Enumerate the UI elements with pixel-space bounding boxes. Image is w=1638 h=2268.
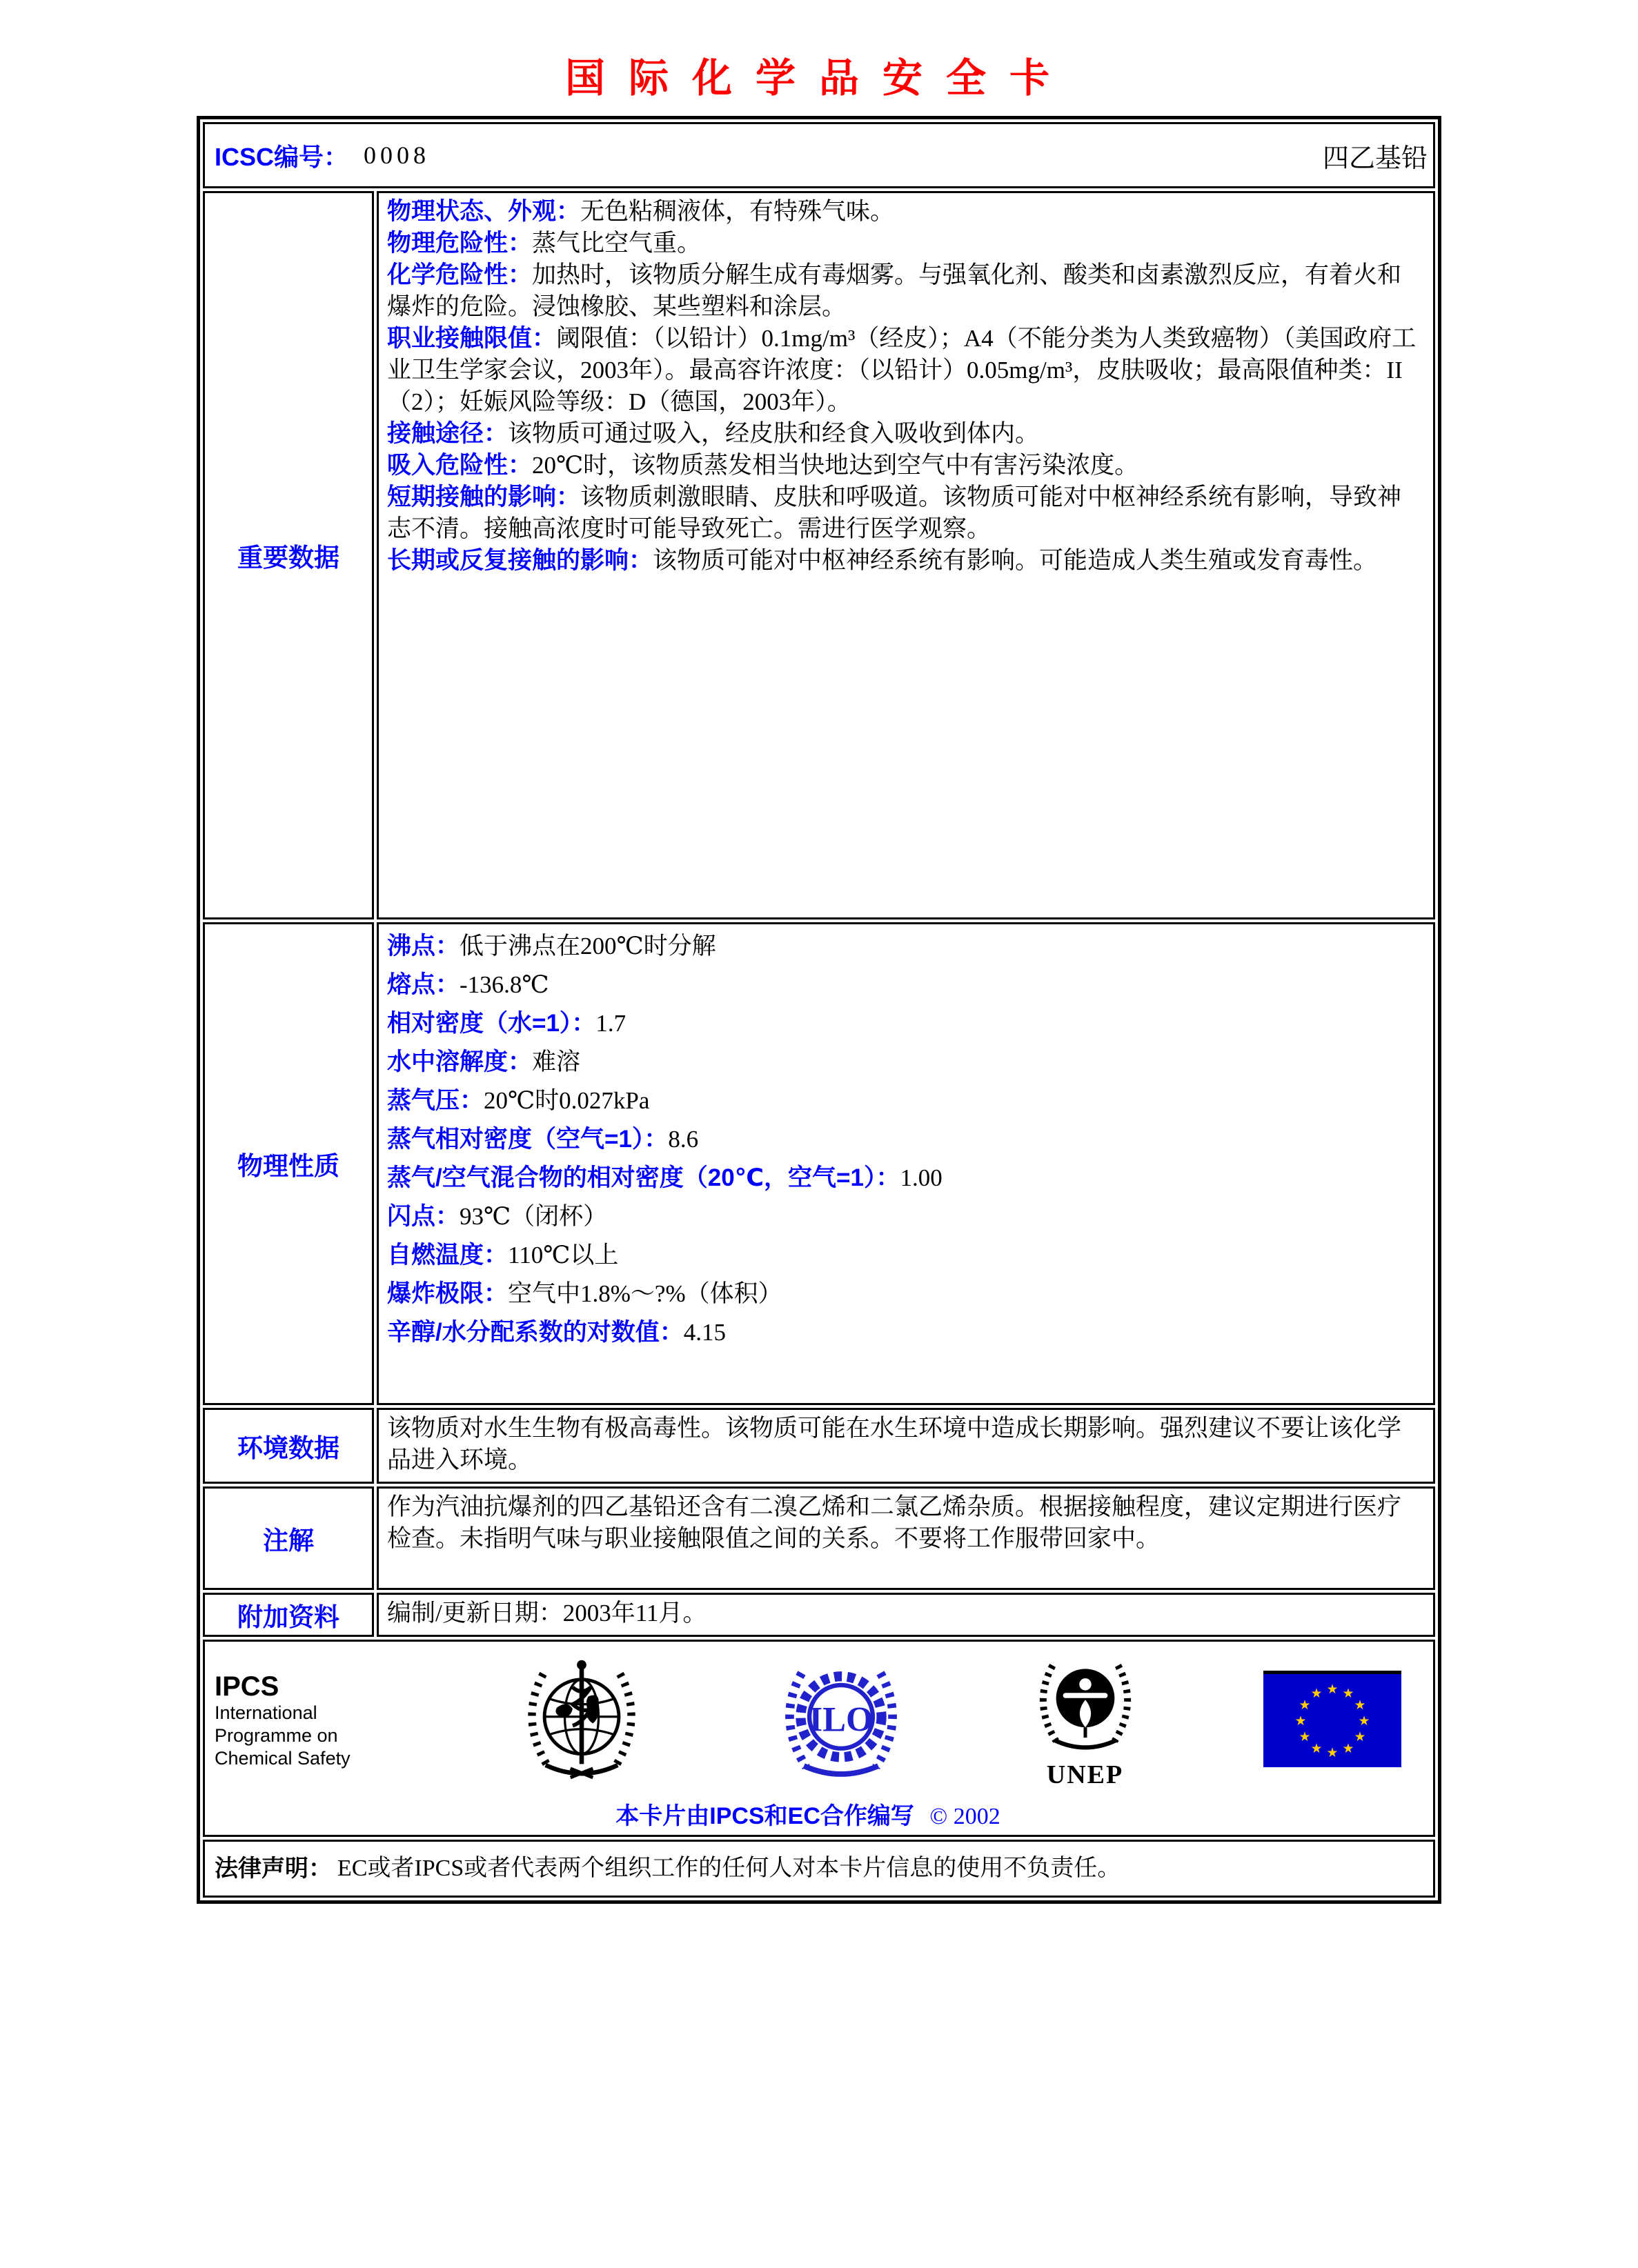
page-title: 国际化学品安全卡 (564, 56, 1073, 101)
ipcs-acronym: IPCS (215, 1671, 279, 1702)
svg-text:★: ★ (1342, 1741, 1354, 1756)
item-text: 4.15 (683, 1319, 726, 1346)
item-label: 蒸气/空气混合物的相对密度（20℃，空气=1）： (387, 1164, 900, 1191)
item-text: 阈限值：（以铅计）0.1mg/m³（经皮）；A4（不能分类为人类致癌物）（美国政府工业卫生学家会议，2003年）。最高容许浓度：（以铅计）0.05mg/m³，皮肤吸收；最高限值种类：II（2）；妊娠风险等级：D（德国，2003年）。 (387, 325, 1417, 415)
item-label: 自燃温度： (387, 1242, 509, 1269)
item-text: 空气中1.8%～?%（体积） (508, 1280, 782, 1307)
unep-emblem-icon (1034, 1653, 1137, 1762)
section-label-text: 附加资料 (237, 1603, 339, 1631)
physical-item (387, 1004, 1425, 1043)
svg-text:★: ★ (1354, 1729, 1366, 1744)
ilo-emblem-icon (776, 1653, 907, 1788)
svg-text:★: ★ (1310, 1686, 1323, 1701)
unep-emblem-block (1034, 1653, 1137, 1788)
item-text: 该物质可通过吸入，经皮肤和经食入吸收到体内。 (508, 420, 1040, 447)
item-text: 低于沸点在200℃时分解 (460, 933, 716, 959)
important-item (387, 323, 1425, 418)
item-text: 93℃（闭杯） (460, 1203, 608, 1230)
svg-text:★: ★ (1326, 1745, 1339, 1760)
physical-item (387, 1082, 1425, 1120)
notes-text: 作为汽油抗爆剂的四乙基铅还含有二溴乙烯和二氯乙烯杂质。根据接触程度，建议定期进行医疗检查。未指明气味与职业接触限值之间的关系。不要将工作服带回家中。 (387, 1493, 1402, 1552)
item-text: 8.6 (668, 1126, 699, 1153)
item-text: 难溶 (532, 1048, 581, 1075)
physical-item (387, 966, 1425, 1004)
item-label: 职业接触限值： (387, 325, 557, 352)
chemical-name: 四乙基铅 (1322, 143, 1428, 173)
additional-info-row (203, 1593, 1435, 1637)
item-label: 辛醇/水分配系数的对数值： (387, 1319, 684, 1346)
item-text: 110℃以上 (508, 1242, 619, 1269)
item-label: 蒸气压： (387, 1087, 484, 1114)
item-label: 吸入危险性： (387, 452, 533, 479)
section-label-text: 环境数据 (237, 1434, 339, 1462)
header-row (203, 122, 1435, 188)
svg-text:★: ★ (1299, 1729, 1311, 1744)
credit-text: 本卡片由IPCS和EC合作编写 (615, 1803, 914, 1829)
section-label-important (203, 191, 374, 919)
logos-row (203, 1640, 1435, 1837)
physical-item (387, 1120, 1425, 1159)
item-label: 相对密度（水=1）： (387, 1010, 596, 1037)
additional-text: 编制/更新日期：2003年11月。 (387, 1600, 707, 1627)
section-label-text: 注解 (263, 1526, 314, 1555)
item-label: 短期接触的影响： (387, 484, 581, 510)
svg-text:★: ★ (1299, 1698, 1311, 1713)
physical-item (387, 1197, 1425, 1236)
eu-flag-icon (1263, 1671, 1401, 1771)
notes-row (203, 1486, 1435, 1590)
physical-item (387, 1313, 1425, 1352)
important-data-row (203, 191, 1435, 919)
credit-line (215, 1797, 1401, 1831)
credit-year: © 2002 (929, 1804, 1000, 1829)
ipcs-line: Programme on (215, 1725, 338, 1746)
item-text: 1.00 (900, 1164, 943, 1191)
item-text: 该物质可能对中枢神经系统有影响。可能造成人类生殖或发育毒性。 (653, 547, 1378, 574)
icsc-number-value: 0008 (364, 141, 431, 169)
section-label-physical (203, 922, 374, 1405)
section-label-text: 重要数据 (237, 544, 339, 572)
important-item (387, 259, 1425, 323)
item-label: 水中溶解度： (387, 1048, 533, 1075)
logos-strip (215, 1651, 1401, 1790)
important-item (387, 418, 1425, 450)
physical-item (387, 1043, 1425, 1082)
physical-item (387, 1275, 1425, 1313)
item-text: 无色粘稠液体，有特殊气味。 (580, 198, 895, 225)
important-item (387, 450, 1425, 481)
section-label-environment (203, 1408, 374, 1484)
item-label: 熔点： (387, 971, 460, 998)
legal-cell (203, 1840, 1435, 1898)
item-label: 化学危险性： (387, 261, 533, 288)
section-content-environment (377, 1408, 1435, 1484)
item-label: 爆炸极限： (387, 1280, 509, 1307)
section-label-text: 物理性质 (237, 1152, 339, 1180)
item-label: 物理危险性： (387, 230, 533, 257)
important-item (387, 196, 1425, 228)
item-text: 1.7 (595, 1010, 626, 1037)
physical-item (387, 927, 1425, 966)
item-label: 物理状态、外观： (387, 198, 581, 225)
ipcs-line: International (215, 1702, 317, 1723)
item-text: -136.8℃ (460, 971, 549, 998)
legal-label: 法律声明： (215, 1856, 332, 1882)
section-content-important (377, 191, 1435, 919)
item-text: 蒸气比空气重。 (532, 230, 702, 257)
ilo-letters: ILO (809, 1700, 874, 1739)
svg-text:★: ★ (1310, 1741, 1323, 1756)
card-header (203, 122, 1435, 188)
ipcs-line: Chemical Safety (215, 1748, 351, 1769)
svg-text:★: ★ (1354, 1698, 1366, 1713)
icsc-number-label: ICSC编号： (215, 142, 349, 171)
section-content-physical (377, 922, 1435, 1405)
item-label: 蒸气相对密度（空气=1）： (387, 1126, 669, 1153)
svg-text:★: ★ (1358, 1713, 1370, 1729)
section-content-additional (377, 1593, 1435, 1637)
item-text: 20℃时0.027kPa (484, 1087, 650, 1114)
environment-data-row (203, 1408, 1435, 1484)
physical-item (387, 1159, 1425, 1197)
important-item (387, 545, 1425, 577)
section-content-notes (377, 1486, 1435, 1590)
ipcs-text-block (215, 1671, 387, 1770)
legal-row (203, 1840, 1435, 1898)
item-label: 接触途径： (387, 420, 509, 447)
svg-text:★: ★ (1326, 1682, 1339, 1697)
item-label: 长期或反复接触的影响： (387, 547, 653, 574)
logos-cell (203, 1640, 1435, 1837)
item-label: 闪点： (387, 1203, 460, 1230)
legal-text: EC或者IPCS或者代表两个组织工作的任何人对本卡片信息的使用不负责任。 (337, 1856, 1121, 1881)
physical-item (387, 1236, 1425, 1275)
who-emblem-icon (514, 1651, 649, 1790)
svg-text:★: ★ (1294, 1713, 1307, 1729)
unep-wordmark: UNEP (1046, 1760, 1124, 1789)
item-text: 该物质刺激眼睛、皮肤和呼吸道。该物质可能对中枢神经系统有影响，导致神志不清。接触高浓度时可能导致死亡。需进行医学观察。 (387, 484, 1402, 542)
section-label-notes (203, 1486, 374, 1590)
svg-text:★: ★ (1342, 1686, 1354, 1701)
important-item (387, 481, 1425, 545)
physical-properties-row (203, 922, 1435, 1405)
item-text: 加热时，该物质分解生成有毒烟雾。与强氧化剂、酸类和卤素激烈反应，有着火和爆炸的危险。浸蚀橡胶、某些塑料和涂层。 (387, 261, 1402, 320)
important-item (387, 228, 1425, 259)
item-label: 沸点： (387, 933, 460, 959)
section-label-additional (203, 1593, 374, 1637)
item-text: 20℃时，该物质蒸发相当快地达到空气中有害污染浓度。 (532, 452, 1139, 479)
environment-text: 该物质对水生生物有极高毒性。该物质可能在水生环境中造成长期影响。强烈建议不要让该化学品进入环境。 (387, 1415, 1402, 1473)
icsc-card (197, 116, 1441, 1904)
